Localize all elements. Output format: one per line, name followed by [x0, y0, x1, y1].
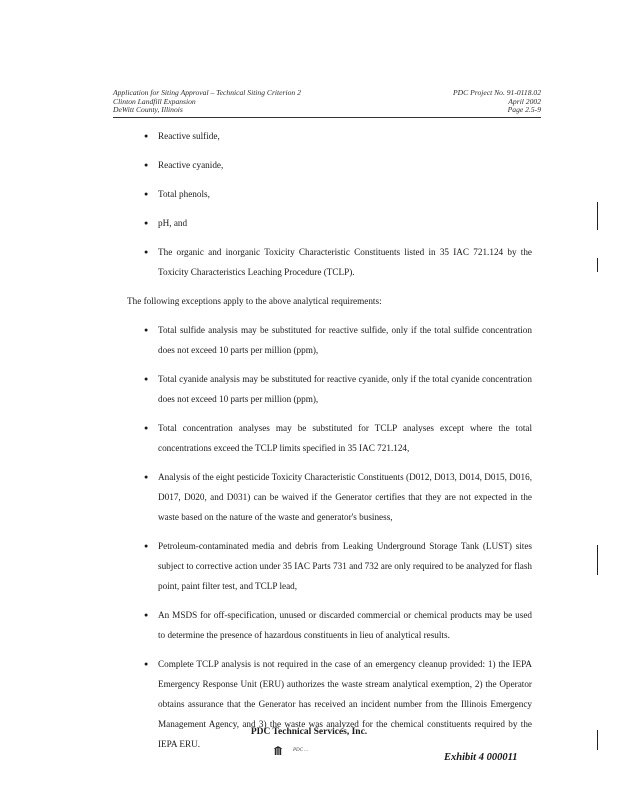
header-location: DeWitt County, Illinois	[113, 105, 183, 115]
header-date: April 2002	[508, 96, 541, 106]
exceptions-list	[127, 320, 532, 754]
header-title: Application for Siting Approval – Technical Siting Criterion 2	[113, 88, 301, 97]
list-item: ● pH, and	[127, 213, 532, 233]
logo-icon: ⟰	[273, 744, 284, 758]
list-item: ● Complete TCLP analysis is not required in the case of an emergency cleanup provided: 1) the IEPA Emergency Response Unit (ERU) authorizes the waste stream analytical exemption, 2) the Operator obtains assurance that the Generator has received an incident number from the Illinois Emergency Management Agency, and 3) the waste was analyzed for the chemical constituents required by the IEPA ERU.	[127, 654, 532, 754]
bullet-icon: ●	[144, 132, 149, 140]
bullet-icon: ●	[144, 542, 149, 550]
list-item: ● Analysis of the eight pesticide Toxicity Characteristic Constituents (D012, D013, D014, D015, D016, D017, D020, and D031) can be waived if the Generator certifies that they are not expected in the waste based on the nature of the waste and generator's business,	[127, 467, 532, 527]
list-item: ● The organic and inorganic Toxicity Characteristic Constituents listed in 35 IAC 721.124 by the Toxicity Characteristics Leaching Procedure (TCLP).	[127, 242, 532, 282]
bullet-icon: ●	[144, 660, 149, 668]
analyte-list	[127, 126, 532, 282]
margin-mark	[597, 258, 598, 272]
margin-mark	[597, 545, 598, 575]
margin-mark	[597, 202, 598, 230]
list-item: ● Petroleum-contaminated media and debris from Leaking Underground Storage Tank (LUST) sites subject to corrective action under 35 IAC Parts 731 and 732 are only required to be analyzed for flash point, paint filter test, and TCLP lead,	[127, 536, 532, 596]
header-rule	[113, 117, 541, 118]
bullet-icon: ●	[144, 161, 149, 169]
document-body	[127, 126, 532, 763]
company-logo	[273, 744, 363, 758]
header-project-name: Clinton Landfill Expansion	[113, 96, 196, 106]
list-item: ● Total sulfide analysis may be substituted for reactive sulfide, only if the total sulfide concentration does not exceed 10 parts per million (ppm),	[127, 320, 532, 360]
header-page-number: Page 2.5-9	[507, 105, 541, 115]
bullet-icon: ●	[144, 219, 149, 227]
footer-company-name: PDC Technical Services, Inc.	[250, 727, 368, 737]
exceptions-intro: The following exceptions apply to the above analytical requirements:	[127, 296, 382, 306]
list-item: ● An MSDS for off-specification, unused or discarded commercial or chemical products may be used to determine the presence of hazardous constituents in lieu of analytical results.	[127, 605, 532, 645]
header-left	[113, 89, 301, 115]
header-project-number: PDC Project No. 91-0118.02	[453, 88, 541, 97]
bullet-icon: ●	[144, 248, 149, 256]
list-item: ● Reactive cyanide,	[127, 155, 532, 175]
exhibit-number: Exhibit 4 000011	[444, 752, 518, 763]
bullet-icon: ●	[144, 326, 149, 334]
bullet-icon: ●	[144, 611, 149, 619]
bullet-icon: ●	[144, 375, 149, 383]
list-item: ● Total concentration analyses may be substituted for TCLP analyses except where the total concentrations exceed the TCLP limits specified in 35 IAC 721.124,	[127, 418, 532, 458]
list-item: ● Reactive sulfide,	[127, 126, 532, 146]
header-right	[453, 89, 541, 115]
bullet-icon: ●	[144, 190, 149, 198]
list-item: ● Total phenols,	[127, 184, 532, 204]
list-item: ● Total cyanide analysis may be substituted for reactive cyanide, only if the total cyanide concentration does not exceed 10 parts per million (ppm),	[127, 369, 532, 409]
margin-mark	[597, 730, 598, 750]
bullet-icon: ●	[144, 424, 149, 432]
logo-tagline: PDC ...	[293, 748, 308, 753]
bullet-icon: ●	[144, 473, 149, 481]
